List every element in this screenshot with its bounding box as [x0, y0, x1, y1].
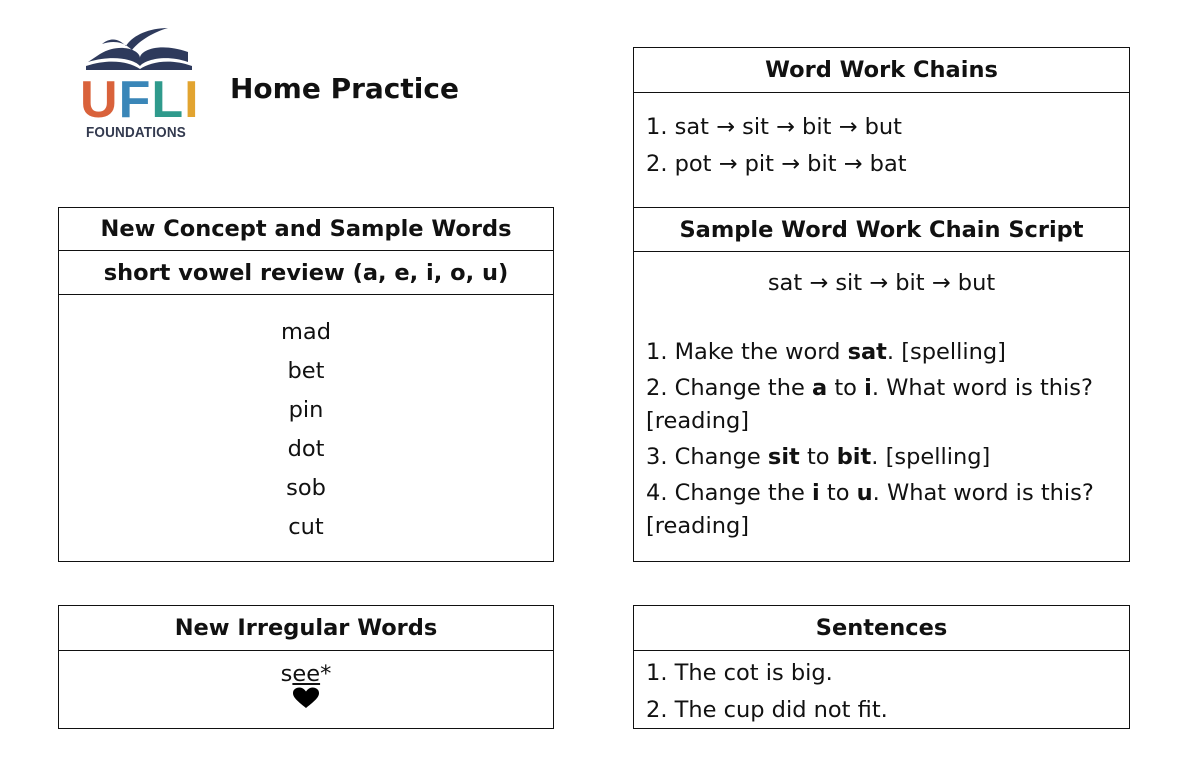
- page-title: Home Practice: [230, 72, 459, 105]
- step-text: 3. Change: [646, 444, 768, 470]
- irregular-word-suffix: *: [320, 661, 332, 687]
- script-step: [634, 336, 1129, 369]
- step-text: 2. Change the: [646, 375, 812, 401]
- heart-icon: [59, 687, 553, 712]
- logo-letter: I: [184, 71, 200, 129]
- sample-word: mad: [281, 319, 331, 345]
- step-word: u: [856, 480, 873, 506]
- sentences-box: [633, 605, 1130, 729]
- sample-word: bet: [287, 358, 325, 384]
- step-text: 1. Make the word: [646, 339, 848, 365]
- script-steps: [634, 298, 1129, 543]
- sample-word: cut: [288, 514, 324, 540]
- irregular-words-box: [58, 605, 554, 729]
- step-text: to: [819, 480, 857, 506]
- step-word: sit: [767, 444, 800, 470]
- logo-subtitle: FOUNDATIONS: [86, 125, 186, 141]
- logo-letter: U: [80, 71, 119, 129]
- step-text: to: [827, 375, 865, 401]
- script-heading: Sample Word Work Chain Script: [634, 208, 1129, 252]
- sentences-list: [634, 651, 1129, 729]
- ufli-logo: [80, 22, 200, 147]
- irregular-word: [59, 651, 553, 687]
- logo-letter: L: [151, 71, 185, 129]
- concept-heading: New Concept and Sample Words: [59, 208, 553, 251]
- sample-word: pin: [288, 397, 324, 423]
- step-text: to: [799, 444, 837, 470]
- step-word: a: [812, 375, 828, 401]
- sample-word: dot: [287, 436, 325, 462]
- chains-heading: Word Work Chains: [634, 48, 1129, 93]
- step-word: bit: [836, 444, 872, 470]
- script-step: [634, 372, 1129, 438]
- step-word: sat: [847, 339, 887, 365]
- sentence-item: 2. The cup did not fit.: [646, 697, 888, 723]
- chain-item: 2. pot → pit → bit → bat: [646, 151, 907, 177]
- word-work-box: [633, 47, 1130, 562]
- step-text: . [spelling]: [871, 444, 991, 470]
- step-text: . [spelling]: [886, 339, 1006, 365]
- concept-box: [58, 207, 554, 562]
- concept-subheading: short vowel review (a, e, i, o, u): [59, 251, 553, 295]
- logo-letter: F: [118, 71, 152, 129]
- sentences-heading: Sentences: [634, 606, 1129, 651]
- script-step: [634, 477, 1129, 543]
- irregular-word-prefix: s: [280, 661, 293, 687]
- script-chain: sat → sit → bit → but: [767, 270, 996, 296]
- step-word: i: [812, 480, 820, 506]
- irregular-heading: New Irregular Words: [59, 606, 553, 651]
- step-word: i: [864, 375, 872, 401]
- sentence-item: 1. The cot is big.: [646, 660, 833, 686]
- irregular-word-underlined: ee: [292, 661, 321, 687]
- logo-wordmark: [80, 71, 200, 129]
- chain-item: 1. sat → sit → bit → but: [646, 114, 902, 140]
- sample-word: sob: [286, 475, 326, 501]
- chains-list: [634, 93, 1129, 208]
- script-step: [634, 441, 1129, 474]
- step-text: . What word is this? [reading]: [646, 375, 1093, 434]
- sample-word-list: [59, 295, 553, 547]
- step-text: . What word is this? [reading]: [646, 480, 1094, 539]
- step-text: 4. Change the: [646, 480, 812, 506]
